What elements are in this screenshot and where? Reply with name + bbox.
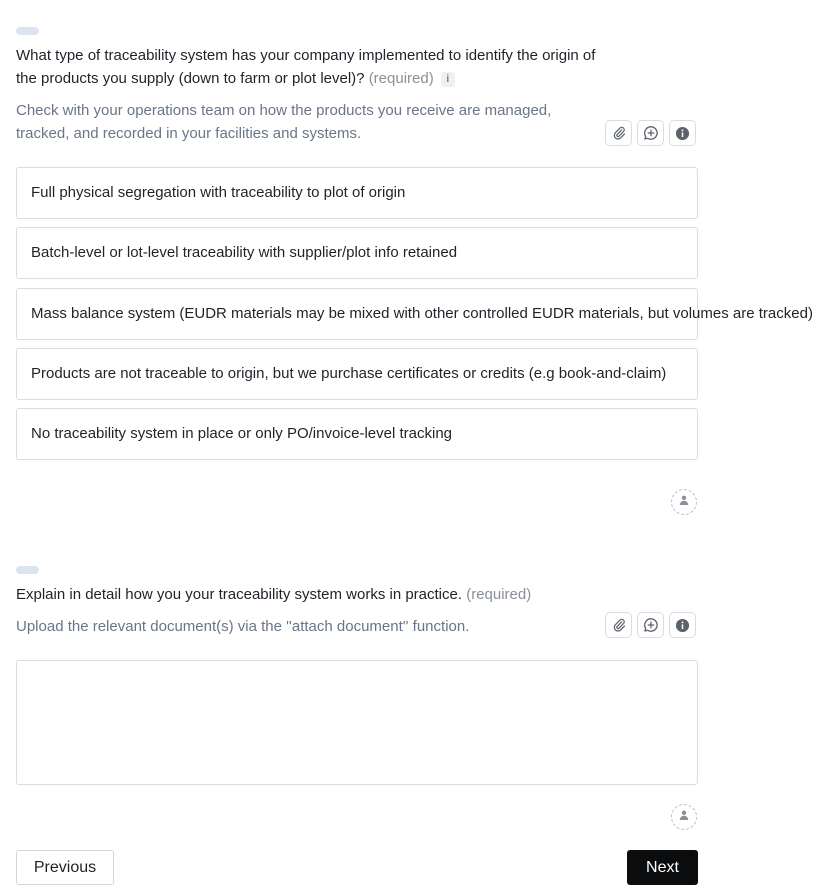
question-actions — [605, 612, 696, 638]
add-comment-icon — [643, 125, 659, 141]
question-info-button[interactable] — [669, 120, 696, 146]
unassigned-user-icon — [678, 493, 690, 511]
paperclip-icon — [612, 618, 626, 632]
question-help-text: Upload the relevant document(s) via the ''attach document'' function. — [16, 618, 470, 635]
question-info-button[interactable] — [669, 612, 696, 638]
answer-textarea[interactable] — [16, 660, 698, 785]
add-comment-button[interactable] — [637, 120, 664, 146]
option-no-traceability[interactable]: No traceability system in place or only PO/invoice-level tracking — [16, 408, 698, 460]
info-icon — [675, 618, 690, 633]
info-icon — [675, 126, 690, 141]
question-help-text: Check with your operations team on how the products you receive are managed, tracked, and recorded in your facilities and systems. — [16, 102, 552, 142]
required-label: (required) — [368, 70, 434, 87]
next-button[interactable]: Next — [627, 850, 698, 885]
question-actions — [605, 120, 696, 146]
assign-user-button[interactable] — [671, 489, 697, 515]
question-text: What type of traceability system has your company implemented to identify the origin of the products you supply (down to farm or plot level)? — [16, 47, 596, 87]
unassigned-user-icon — [678, 808, 690, 826]
question-title — [16, 44, 606, 90]
option-mass-balance[interactable]: Mass balance system (EUDR materials may be mixed with other controlled EUDR materials, but volumes are tracked) — [16, 288, 698, 340]
attach-document-button[interactable] — [605, 612, 632, 638]
info-badge[interactable]: i — [441, 72, 455, 87]
attach-document-button[interactable] — [605, 120, 632, 146]
option-batch-level[interactable]: Batch-level or lot-level traceability with supplier/plot info retained — [16, 227, 698, 279]
question-tag-placeholder — [16, 27, 39, 35]
question-text: Explain in detail how you your traceability system works in practice. — [16, 586, 463, 603]
option-full-segregation[interactable]: Full physical segregation with traceability to plot of origin — [16, 167, 698, 219]
paperclip-icon — [612, 126, 626, 140]
question-tag-placeholder — [16, 566, 39, 574]
previous-button[interactable]: Previous — [16, 850, 114, 885]
add-comment-button[interactable] — [637, 612, 664, 638]
add-comment-icon — [643, 617, 659, 633]
option-certificates-credits[interactable]: Products are not traceable to origin, but we purchase certificates or credits (e.g book-and-claim) — [16, 348, 698, 400]
assign-user-button[interactable] — [671, 804, 697, 830]
required-label: (required) — [466, 586, 532, 603]
question-title — [16, 583, 606, 606]
